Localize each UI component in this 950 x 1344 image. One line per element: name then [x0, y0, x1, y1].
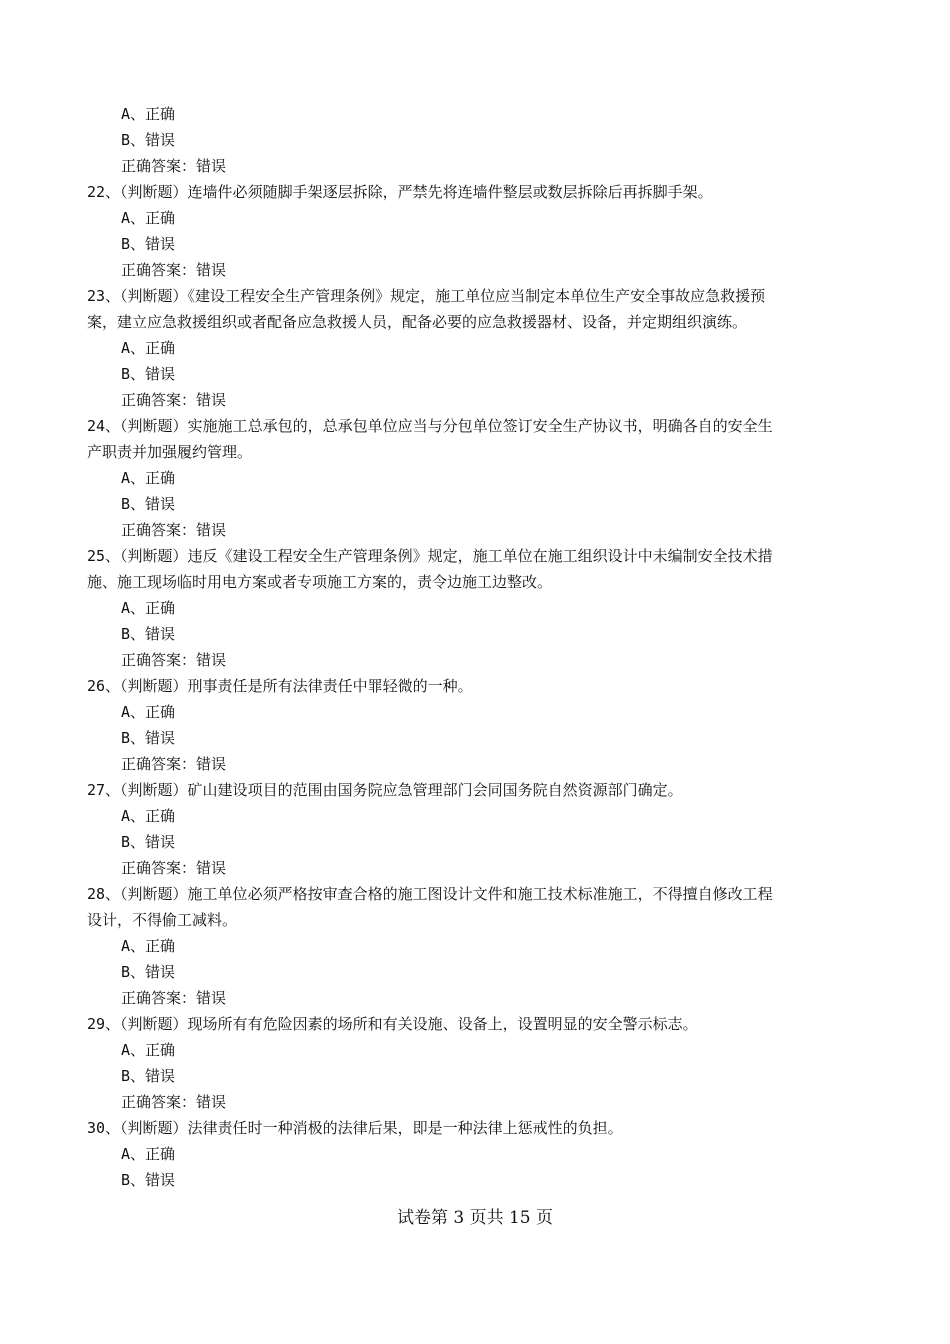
question-27-option-b: B、错误 [121, 833, 176, 851]
question-23-option-b: B、错误 [121, 365, 176, 383]
question-22-text: 22、（判断题）连墙件必须随脚手架逐层拆除，严禁先将连墙件整层或数层拆除后再拆脚手架。 [87, 183, 713, 201]
option-a: A、正确 [121, 105, 176, 123]
question-29-option-b: B、错误 [121, 1067, 176, 1085]
question-24-text-line-1: 24、（判断题）实施施工总承包的，总承包单位应当与分包单位签订安全生产协议书，明确各自的安全生 [87, 417, 773, 435]
question-25-option-a: A、正确 [121, 599, 176, 617]
question-27-text: 27、（判断题）矿山建设项目的范围由国务院应急管理部门会同国务院自然资源部门确定。 [87, 781, 683, 799]
question-26-answer: 正确答案：错误 [121, 755, 227, 773]
question-22-answer: 正确答案：错误 [121, 261, 227, 279]
question-24-answer: 正确答案：错误 [121, 521, 227, 539]
question-29-answer: 正确答案：错误 [121, 1093, 227, 1111]
question-29-option-a: A、正确 [121, 1041, 176, 1059]
question-24-option-a: A、正确 [121, 469, 176, 487]
question-24-text-line-2: 产职责并加强履约管理。 [87, 443, 253, 461]
question-27-answer: 正确答案：错误 [121, 859, 227, 877]
option-b: B、错误 [121, 131, 176, 149]
question-23-text-line-1: 23、（判断题）《建设工程安全生产管理条例》规定，施工单位应当制定本单位生产安全事故应急救援预 [87, 287, 766, 305]
question-28-answer: 正确答案：错误 [121, 989, 227, 1007]
question-22-option-a: A、正确 [121, 209, 176, 227]
question-26-option-a: A、正确 [121, 703, 176, 721]
question-30-option-b: B、错误 [121, 1171, 176, 1189]
question-23-answer: 正确答案：错误 [121, 391, 227, 409]
question-28-option-a: A、正确 [121, 937, 176, 955]
question-25-text-line-1: 25、（判断题）违反《建设工程安全生产管理条例》规定，施工单位在施工组织设计中未编制安全技术措 [87, 547, 773, 565]
question-28-text-line-1: 28、（判断题）施工单位必须严格按审查合格的施工图设计文件和施工技术标准施工，不得擅自修改工程 [87, 885, 773, 903]
question-27-option-a: A、正确 [121, 807, 176, 825]
question-28-text-line-2: 设计，不得偷工减料。 [87, 911, 238, 929]
question-29-text: 29、（判断题）现场所有有危险因素的场所和有关设施、设备上，设置明显的安全警示标志。 [87, 1015, 698, 1033]
exam-page-body [87, 101, 865, 1193]
page-number-footer: 试卷第 3 页共 15 页 [396, 1208, 554, 1228]
question-23-option-a: A、正确 [121, 339, 176, 357]
question-25-answer: 正确答案：错误 [121, 651, 227, 669]
question-25-option-b: B、错误 [121, 625, 176, 643]
question-23-text-line-2: 案，建立应急救援组织或者配备应急救援人员，配备必要的应急救援器材、设备，并定期组织演练。 [87, 313, 748, 331]
question-24-option-b: B、错误 [121, 495, 176, 513]
question-26-option-b: B、错误 [121, 729, 176, 747]
question-22-option-b: B、错误 [121, 235, 176, 253]
question-26-text: 26、（判断题）刑事责任是所有法律责任中罪轻微的一种。 [87, 677, 473, 695]
question-30-option-a: A、正确 [121, 1145, 176, 1163]
question-28-option-b: B、错误 [121, 963, 176, 981]
question-25-text-line-2: 施、施工现场临时用电方案或者专项施工方案的，责令边施工边整改。 [87, 573, 553, 591]
correct-answer: 正确答案：错误 [121, 157, 227, 175]
question-30-text: 30、（判断题）法律责任时一种消极的法律后果，即是一种法律上惩戒性的负担。 [87, 1119, 623, 1137]
